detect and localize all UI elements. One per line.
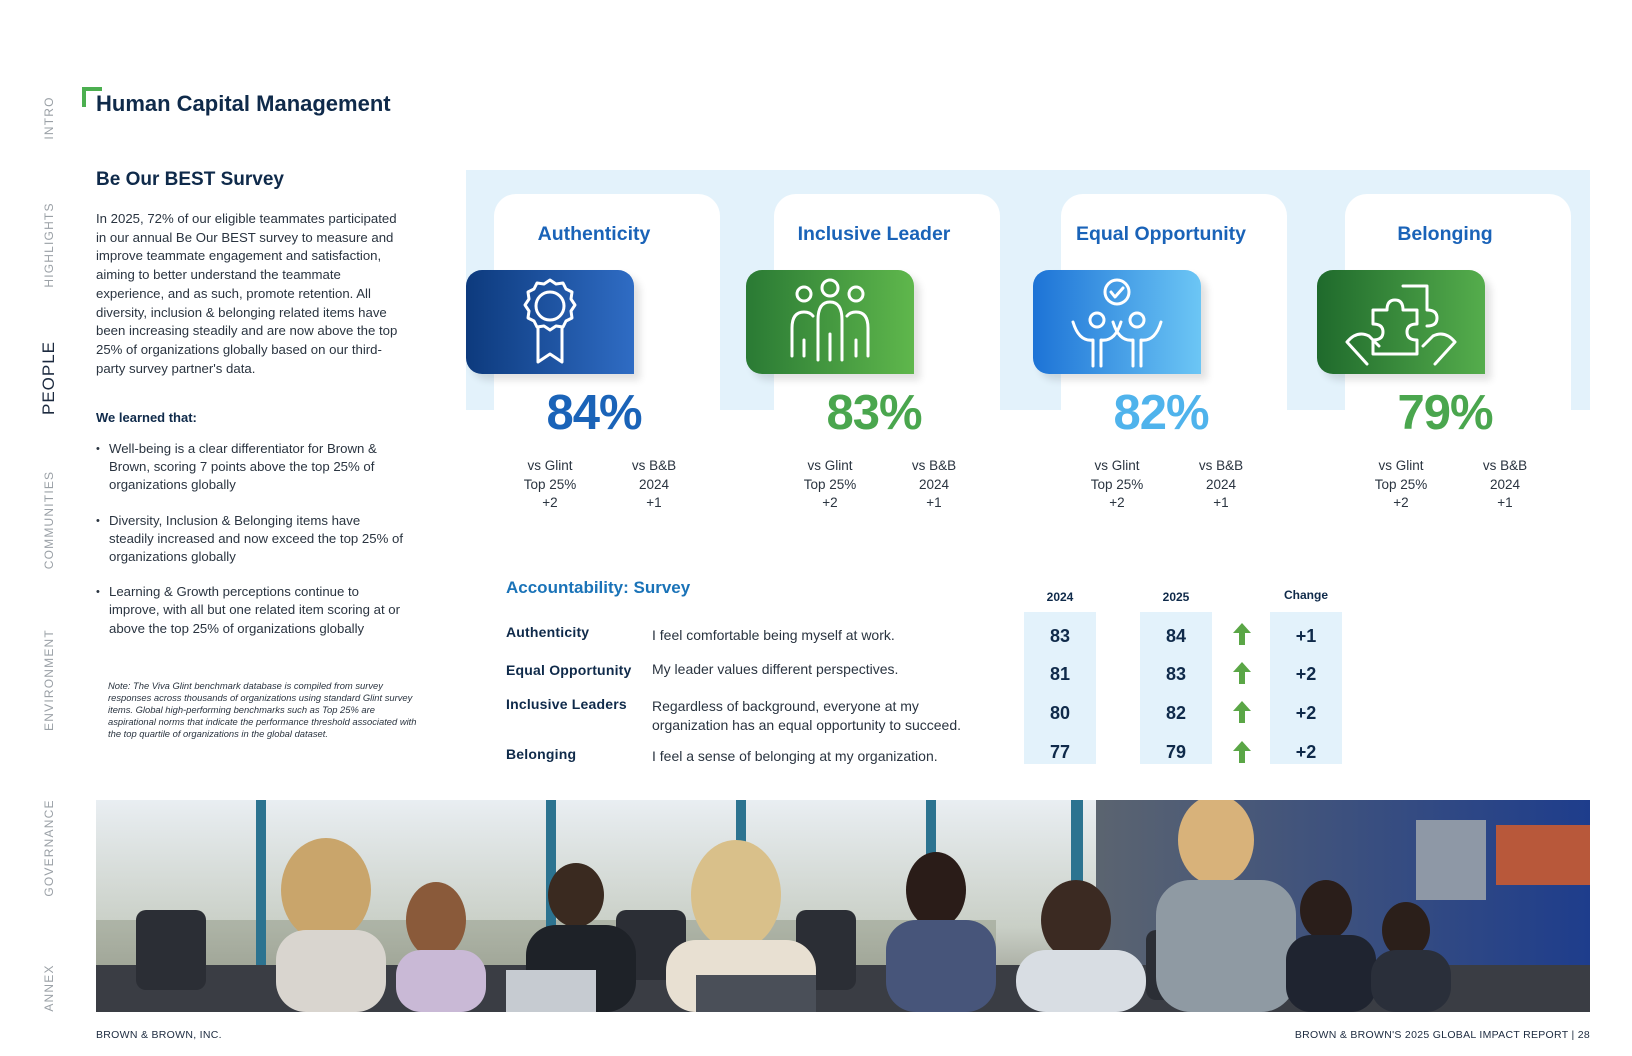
comparison-line: Top 25% [803,476,857,492]
card-title: Inclusive Leader [797,223,951,245]
comparison-line: Top 25% [1090,476,1144,492]
row-statement: My leader values different perspectives. [652,661,899,677]
row-statement: Regardless of background, everyone at my organization has an equal opportunity to succeed. [652,698,961,733]
comparison-value: +2 [1393,495,1409,510]
value-2025: 83 [1165,664,1187,684]
row-statement: I feel comfortable being myself at work. [652,627,895,643]
nav-communities[interactable]: COMMUNITIES [42,470,56,570]
comparison-value: +1 [646,495,662,510]
nav-highlights[interactable]: HIGHLIGHTS [42,202,56,288]
row-label: Equal Opportunity [506,662,632,678]
comparison-line: Top 25% [1374,476,1428,492]
metric-percent: 79% [1397,386,1493,440]
accountability-title: Accountability: Survey [506,578,691,597]
value-change: +1 [1295,626,1317,646]
value-2024: 83 [1049,626,1071,646]
comparison-line: vs B&B [1198,458,1244,473]
vs-glint-comparison [1351,457,1451,513]
comparison-line: vs Glint [527,458,573,473]
value-change: +2 [1295,664,1317,684]
comparison-value: +2 [542,495,558,510]
comparison-line: 2024 [1205,476,1237,492]
learned-heading: We learned that: [96,410,197,425]
award-ribbon-icon [466,270,634,374]
arrow-up-icon [1231,661,1253,685]
nav-environment[interactable]: ENVIRONMENT [42,629,56,731]
row-label: Inclusive Leaders [506,696,627,712]
card-title: Equal Opportunity [1075,223,1247,245]
value-2025: 84 [1165,626,1187,646]
value-2025: 79 [1165,742,1187,762]
comparison-line: vs Glint [807,458,853,473]
comparison-line: vs B&B [1482,458,1528,473]
comparison-line: 2024 [918,476,950,492]
column-header-2024: 2024 [1046,590,1074,604]
arrow-up-icon [1231,700,1253,724]
learned-list [96,440,406,638]
row-label: Authenticity [506,624,590,640]
row-statement: I feel a sense of belonging at my organization. [652,748,938,764]
nav-intro[interactable]: INTRO [42,96,56,140]
value-2024: 77 [1049,742,1071,762]
metric-percent: 82% [1113,386,1209,440]
vs-glint-comparison [1067,457,1167,513]
nav-annex[interactable]: ANNEX [42,964,56,1012]
comparison-line: 2024 [638,476,670,492]
comparison-line: Top 25% [523,476,577,492]
row-label: Belonging [506,746,577,762]
comparison-line: vs B&B [911,458,957,473]
vs-glint-comparison [780,457,880,513]
comparison-value: +2 [1109,495,1125,510]
benchmark-note: Note: The Viva Glint benchmark database is compiled from survey responses across thousands of organizations using standard Glint survey items. Global high-performing benchmarks such as Top 25% are aspirational norms that indicate the performance threshold associated with the top quartile of organizations in the global dataset. [108,680,417,739]
metric-percent: 84% [546,386,642,440]
vs-bb-comparison [884,457,984,513]
column-header-change: Change [1283,588,1328,602]
comparison-value: +1 [1213,495,1229,510]
meeting-photo [96,800,1590,1012]
value-2025: 82 [1165,703,1187,723]
group-people-icon [746,270,914,374]
survey-title: Be Our BEST Survey [96,169,284,190]
card-title: Authenticity [537,223,651,245]
arrow-up-icon [1231,740,1253,764]
metric-percent: 83% [826,386,922,440]
footer-report-page: BROWN & BROWN'S 2025 GLOBAL IMPACT REPORT | 28 [1294,1029,1590,1041]
value-2024: 81 [1049,664,1071,684]
arrow-up-icon [1231,622,1253,646]
vs-glint-comparison [500,457,600,513]
vs-bb-comparison [1171,457,1271,513]
learned-item: • Diversity, Inclusion & Belonging items have steadily increased and now exceed the top 25% of organizations globally [96,512,406,567]
learned-item: • Learning & Growth perceptions continue to improve, with all but one related item scoring at or above the top 25% of organizations globally [96,583,406,638]
value-change: +2 [1295,703,1317,723]
vs-bb-comparison [1455,457,1555,513]
card-title: Belonging [1397,223,1493,245]
footer-company: BROWN & BROWN, INC. [96,1029,222,1041]
comparison-value: +2 [822,495,838,510]
value-2024: 80 [1049,703,1071,723]
comparison-line: vs B&B [631,458,677,473]
comparison-line: vs Glint [1378,458,1424,473]
nav-governance[interactable]: GOVERNANCE [42,799,56,897]
comparison-value: +1 [926,495,942,510]
learned-item: • Well-being is a clear differentiator for Brown & Brown, scoring 7 points above the top 25% of organizations globally [96,440,406,495]
comparison-line: vs Glint [1094,458,1140,473]
comparison-value: +1 [1497,495,1513,510]
survey-intro-paragraph: In 2025, 72% of our eligible teammates participated in our annual Be Our BEST survey to measure and improve teammate engagement and satisfaction, aiming to better understand the teammate experience, and as such, promote retention. All diversity, inclusion & belonging related items have been increasing steadily and are now above the top 25% of organizations globally based on our third-party survey partner's data. [96,211,398,376]
vs-bb-comparison [604,457,704,513]
nav-people[interactable]: PEOPLE [39,340,58,416]
value-change: +2 [1295,742,1317,762]
comparison-line: 2024 [1489,476,1521,492]
puzzle-hands-icon [1317,270,1485,374]
column-header-2025: 2025 [1162,590,1190,604]
page-title: Human Capital Management [96,91,391,116]
people-check-icon [1033,270,1201,374]
